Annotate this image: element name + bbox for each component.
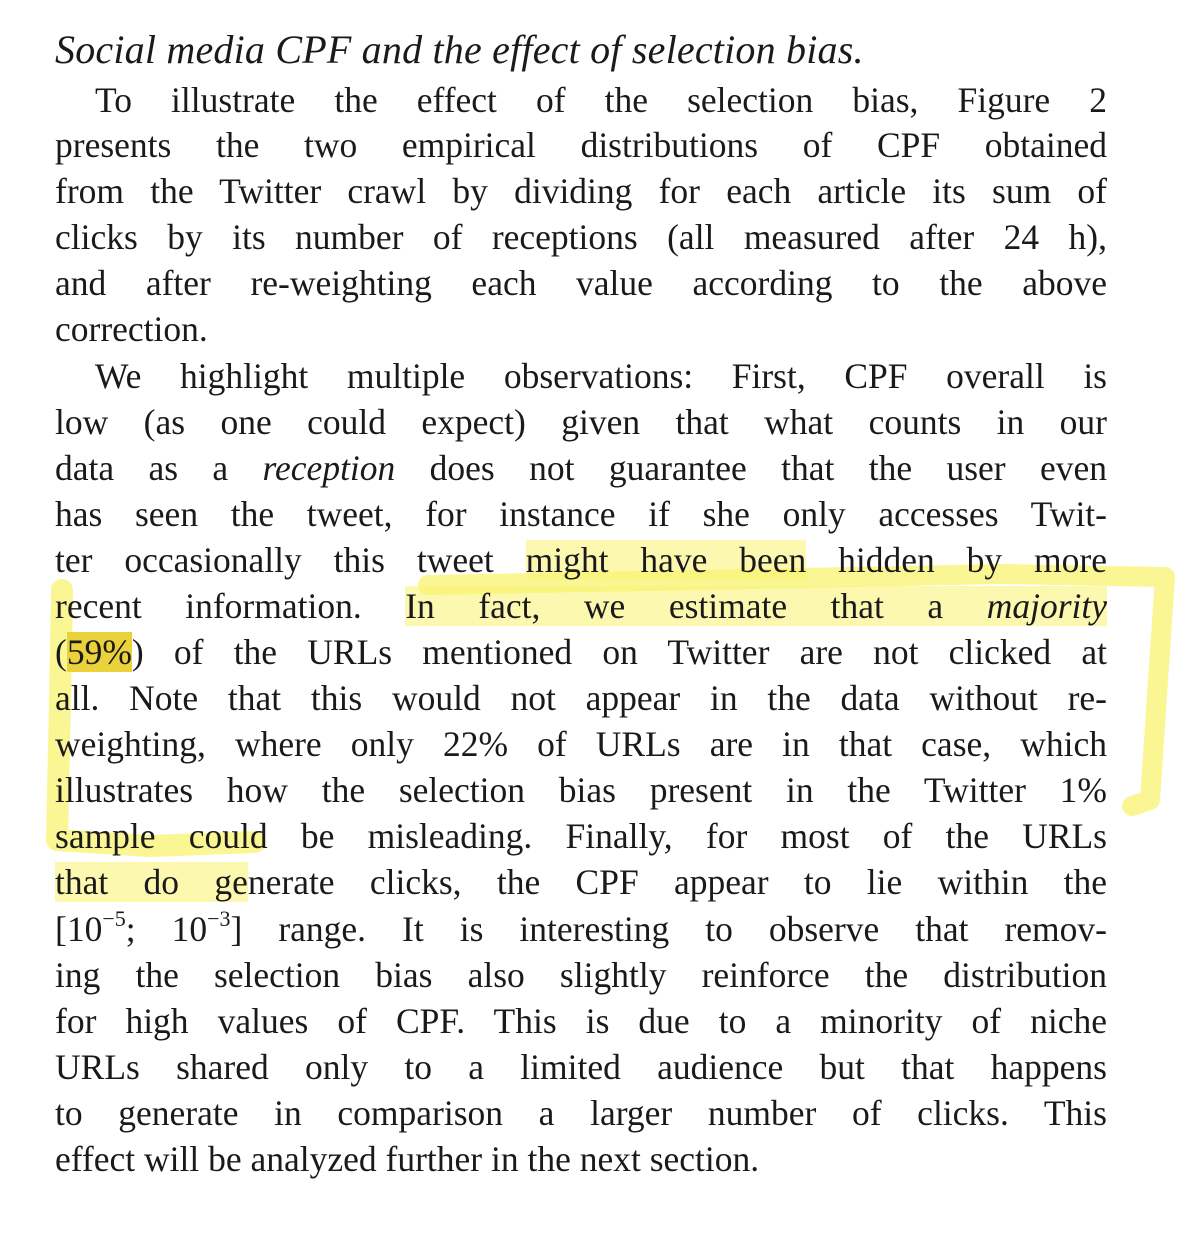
highlighted-text: might have been	[525, 540, 807, 580]
exponent: −5	[102, 906, 126, 932]
paragraph1-line: from the Twitter crawl by dividing for each article its sum of	[55, 171, 1107, 211]
paragraph2-line: URLs shared only to a limited audience but that happens	[55, 1047, 1107, 1087]
highlighted-percentage: 59%	[66, 632, 132, 672]
section-heading: Social media CPF and the effect of selection bias.	[55, 27, 864, 72]
paragraph2-line: weighting, where only 22% of URLs are in that case, which	[55, 724, 1107, 764]
paragraph2-line: for high values of CPF. This is due to a minority of niche	[55, 1001, 1107, 1041]
paragraph1-line: To illustrate the effect of the selection bias, Figure 2	[95, 80, 1107, 120]
paragraph1-line: clicks by its number of receptions (all measured after 24 h),	[55, 217, 1107, 257]
paragraph2-line: (59%) of the URLs mentioned on Twitter are not clicked at	[55, 632, 1107, 672]
paragraph1-line: presents the two empirical distributions of CPF obtained	[55, 125, 1107, 165]
paragraph2-line: low (as one could expect) given that what counts in our	[55, 402, 1107, 442]
exponent: −3	[207, 906, 231, 932]
paragraph2-line: ter occasionally this tweet might have been hidden by more	[55, 540, 1107, 580]
paragraph2-line: ing the selection bias also slightly reinforce the distribution	[55, 955, 1107, 995]
paragraph1-line: correction.	[55, 309, 208, 349]
paragraph2-line: to generate in comparison a larger number of clicks. This	[55, 1093, 1107, 1133]
paragraph2-line: sample could be misleading. Finally, for most of the URLs	[55, 816, 1107, 856]
paragraph2-line: has seen the tweet, for instance if she only accesses Twit-	[55, 494, 1107, 534]
paragraph2-line: recent information. In fact, we estimate that a majority	[55, 586, 1107, 626]
paragraph2-line: [$10^{-5}$; $10^{-3}$] range. It is interesting to observe that remov-	[55, 906, 1107, 949]
highlighted-text: In fact, we estimate that a majority	[405, 586, 1107, 626]
paragraph1-line: and after re-weighting each value according to the above	[55, 263, 1107, 303]
paragraph2-line: that do generate clicks, the CPF appear to lie within the	[55, 862, 1107, 902]
paragraph2-line: effect will be analyzed further in the next section.	[55, 1139, 760, 1179]
reception-emphasis: reception	[262, 448, 396, 488]
paragraph2-line: all. Note that this would not appear in the data without re-	[55, 678, 1107, 718]
paragraph2-line: illustrates how the selection bias present in the Twitter 1%	[55, 770, 1107, 810]
paragraph2-line: data as a reception does not guarantee that the user even	[55, 448, 1107, 488]
majority-emphasis: majority	[986, 586, 1107, 626]
paragraph2-line: We highlight multiple observations: First, CPF overall is	[95, 356, 1107, 396]
highlighted-text: that do ge	[55, 862, 248, 902]
